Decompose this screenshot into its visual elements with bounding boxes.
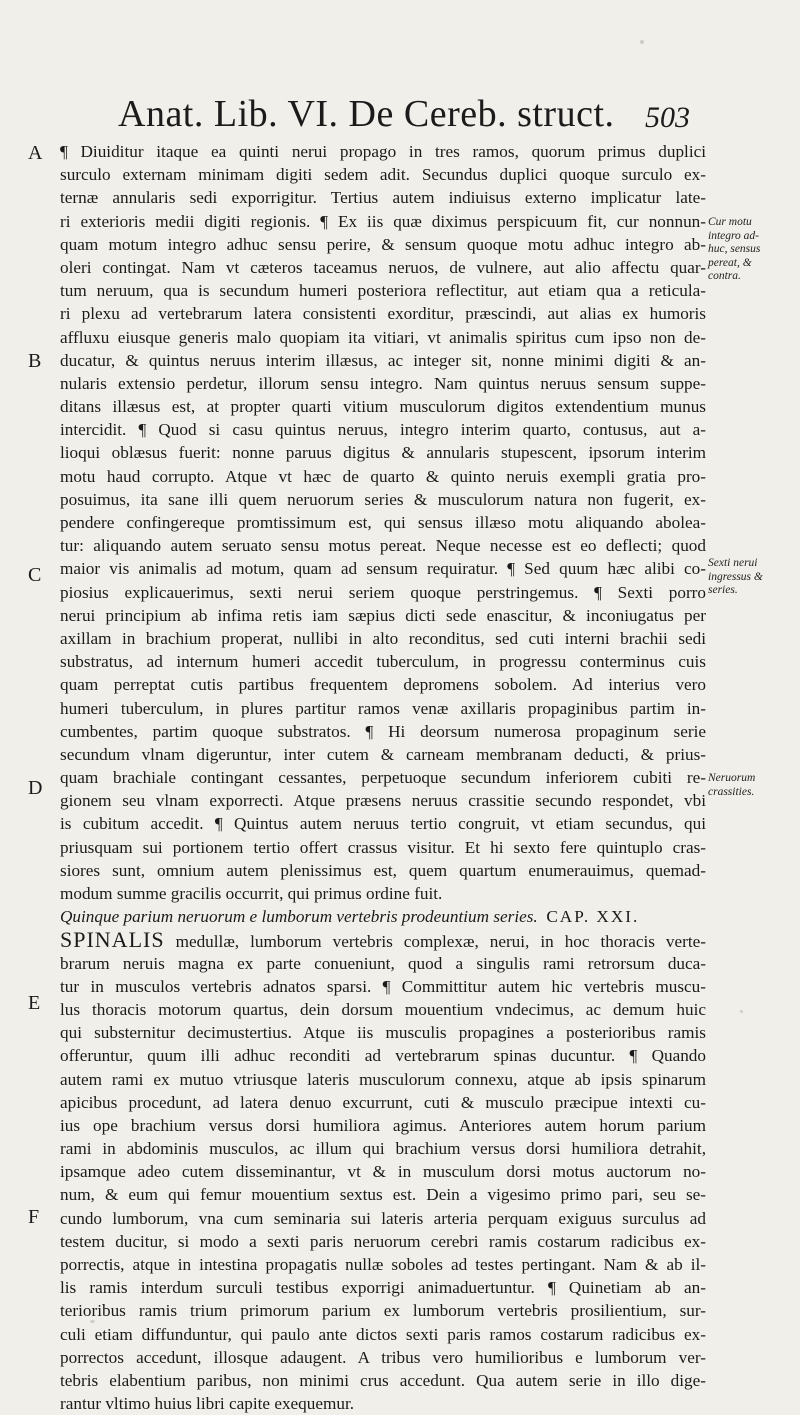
- text-line: quam perreptat cutis partibus frequentem depromens sobolem. Ad interius vero: [60, 675, 706, 695]
- text-line: culi etiam diffunduntur, qui paulo ante dictos sexti paris ramos costarum radicibus ex-: [60, 1324, 706, 1344]
- text-line: testem ducitur, si modo a sexti paris neruorum cerebri ramis costarum radicibus ex-: [60, 1231, 706, 1251]
- text-line: ri exterioris medii digiti regionis. ¶ Ex iis quæ diximus perspicuum fit, cur nonnun-: [60, 211, 706, 231]
- margin-letter-e: E: [28, 992, 41, 1014]
- text-line: ¶ Diuiditur itaque ea quinti nerui propago in tres ramos, quorum primus duplici: [60, 142, 706, 161]
- text-line: axillam in brachium properat, nullibi in alto reconditus, sed cuti interni brachii sedi: [60, 628, 706, 648]
- margin-note-motu: Cur motu integro ad- huc, sensus pereat, & contra.: [708, 216, 761, 282]
- text-line: ducatur, & quintus neruus interim illæsus, ac integer sit, nonne minimi digiti & an-: [60, 350, 706, 370]
- text-line: siores sunt, omnium autem plenissimus est, quem quartum enumerauimus, quemad-: [60, 860, 706, 880]
- text-line: qui substernitur decimustertius. Atque iis musculis propagines a posterioribus ramis: [60, 1023, 706, 1043]
- text-line: motu haud corrupto. Atque vt hæc de quarto & quinto neruis exempli gratia pro-: [60, 466, 706, 486]
- text-line: lioqui oblæsus fuerit: nonne paruus digitus & annularis stupescent, ipsorum interim: [60, 443, 706, 463]
- text-line: num, & eum qui femur mouentium sextus est. Dein a vigesimo primo pari, seu se-: [60, 1185, 706, 1205]
- text-line: porrectos accedunt, illosque adaugent. A tribus vero humilioribus e lumborum ver-: [60, 1347, 706, 1367]
- text-line: gionem seu vlnam exporrecti. Atque præsens neruus crassitie secundo respondet, vbi: [60, 791, 706, 811]
- margin-letter-c: C: [28, 564, 42, 586]
- chapter-title: Quinque parium neruorum e lumborum vertebris prodeuntium series.: [60, 907, 538, 927]
- running-head: Anat. Lib. VI. De Cereb. struct.: [118, 93, 615, 135]
- chapter-heading: [60, 905, 706, 928]
- margin-letter-d: D: [28, 777, 43, 799]
- margin-note-sexti-nerui: Sexti nerui ingressus & series.: [708, 557, 763, 596]
- text-line: cundo lumborum, vna cum seminaria sui lateris arteria perquam exiguus surculus ad: [60, 1208, 706, 1228]
- chapter-number: CAP. XXI.: [546, 907, 640, 927]
- text-line: humeri tuberculum, in plures partitur ramos venæ axillaris propaginibus partim in-: [60, 698, 706, 718]
- text-line: ipsamque adeo cutem disseminantur, vt & in musculum dorsi motus auctorum no-: [60, 1162, 706, 1182]
- text-line: quam motum integro adhuc sensu perire, & sensum quoque motu adhuc integro ab-: [60, 234, 706, 254]
- text-line: modum summe gracilis occurrit, qui primus ordine fuit.: [60, 884, 443, 903]
- text-line: tebris elabentium paribus, non minimi crus accedunt. Qua autem serie in illo dige-: [60, 1370, 706, 1390]
- text-line: tur: aliquando autem seruato sensu motus pereat. Neque necesse est eo deflecti; quod: [60, 536, 706, 556]
- text-line: quam brachiale contingant cessantes, perpetuoque secundum inferiorem cubiti re-: [60, 768, 706, 788]
- text-line: substratus, ad internum humeri accedit tuberculum, in progressu conterminus cuis: [60, 652, 706, 672]
- text-line: lis ramis interdum surculi testibus exporrigi animaduertuntur. ¶ Quinetiam ab an-: [60, 1278, 706, 1298]
- text-line: oleri contingat. Nam vt cæteros taceamus neruos, de vulnere, aut alio affectu quar-: [60, 257, 706, 277]
- text-line: brarum neruis magna ex parte conueniunt, quod a singulis rami retrorsum duca-: [60, 953, 706, 973]
- paper-speck: [640, 40, 644, 44]
- text-line: is cubitum accedit. ¶ Quintus autem neruus tertio congruit, vt etiam secundus, qui: [60, 814, 706, 834]
- text-line: ri plexu ad vertebrarum latera consistenti exorditur, præscindi, aut alias ex humoris: [60, 304, 706, 324]
- margin-letter-f: F: [28, 1206, 40, 1228]
- margin-letter-b: B: [28, 350, 42, 372]
- text-line: cumbentes, partim quoque substratos. ¶ Hi deorsum numerosa propaginum serie: [60, 721, 706, 741]
- text-line: ternæ annularis sedi exporrigitur. Tertius autem indiuisus externo implicatur late-: [60, 188, 706, 208]
- text-line: surculo externam minimam digiti sedem adit. Secundus duplici quoque surculo ex-: [60, 165, 706, 185]
- text-line: piosius explicauerimus, sexti nerui seriem quoque perstringemus. ¶ Sexti porro: [60, 582, 706, 602]
- text-line: intercidit. ¶ Quod si casu quintus neruus, integro interim quarto, contusus, aut a-: [60, 420, 706, 440]
- text-line: posuimus, ita sane illi quem neruorum series & musculorum natura non fugerit, ex-: [60, 489, 706, 509]
- text-line: porrectis, atque in intestina propagatis nullæ soboles ad testes pertingant. Nam & ab il-: [60, 1255, 706, 1274]
- text-line: apicibus procedunt, ad latera denuo excurrunt, cuti & musculo præcipue intexti cu-: [60, 1092, 706, 1112]
- text-line: nularis extensio perdetur, illorum sensu integro. Nam quintus neruus sensum suppe-: [60, 373, 706, 393]
- text-line: priusquam sui portionem tertio offert crassus visitur. Et hi sexto fere quintuplo cras-: [60, 837, 706, 857]
- margin-note-neruorum: Neruorum crassities.: [708, 772, 756, 798]
- text-line: SPINALIS medullæ, lumborum vertebris complexæ, nerui, in hoc thoracis verte-: [60, 928, 706, 952]
- text-line: offeruntur, quum illi adhuc reconditi ad vertebrarum spinas ducuntur. ¶ Quando: [60, 1046, 706, 1066]
- page-header: [0, 92, 800, 140]
- chapter-initial-word: SPINALIS: [60, 928, 165, 952]
- text-line: tur in musculos vertebris adnatos sparsi. ¶ Committitur autem hic vertebris muscu-: [60, 976, 706, 996]
- text-line: ius ope brachium versus dorsi humiliora agimus. Anteriores autem horum parium: [60, 1115, 706, 1135]
- paper-speck: [90, 1320, 95, 1323]
- text-line: lus thoracis motorum quartus, dein dorsum mouentium vndecimus, ac demum huic: [60, 999, 706, 1019]
- text-line: secundum vlnam digeruntur, inter cutem & carneam membranam deducti, & prius-: [60, 744, 706, 764]
- text-line: tum neruum, qua is secundum humeri posteriora reflectitur, aut etiam qua a reticula-: [60, 281, 706, 301]
- margin-letter-a: A: [28, 142, 43, 164]
- text-line: terioribus ramis trium primorum parium ex lumborum vertebris prosilientium, sur-: [60, 1301, 706, 1321]
- text-line: rami in abdominis musculos, ac illum qui brachium versus dorsi humiliora detrahit,: [60, 1139, 706, 1159]
- text-line: pendere confingereque promtissimum est, qui sensus illæso motu aliquando abolea-: [60, 513, 706, 532]
- text-line: rantur vltimo huius libri capite exequemur.: [60, 1394, 355, 1414]
- text-line: ditans illæsus est, at propter quarti vitium musculorum digitos extendentium munus: [60, 397, 706, 417]
- text-line: affluxu eiusque generis malo quopiam ita vitiari, vt animalis spiritus cum ipso non de-: [60, 327, 706, 347]
- text-line: autem rami ex mutuo vtriusque lateris musculorum connexu, atque ab ipsis spinarum: [60, 1069, 706, 1089]
- paper-speck: [740, 1010, 743, 1013]
- page-number: 503: [645, 101, 690, 134]
- page-body: [60, 140, 706, 1415]
- text-line: maior vis animalis ad motum, quam ad sensum requiratur. ¶ Sed quum hæc alibi co-: [60, 559, 706, 579]
- text-line: nerui principium ab infima retis iam sæpius dicti sede enascitur, & inconiugatus per: [60, 605, 706, 625]
